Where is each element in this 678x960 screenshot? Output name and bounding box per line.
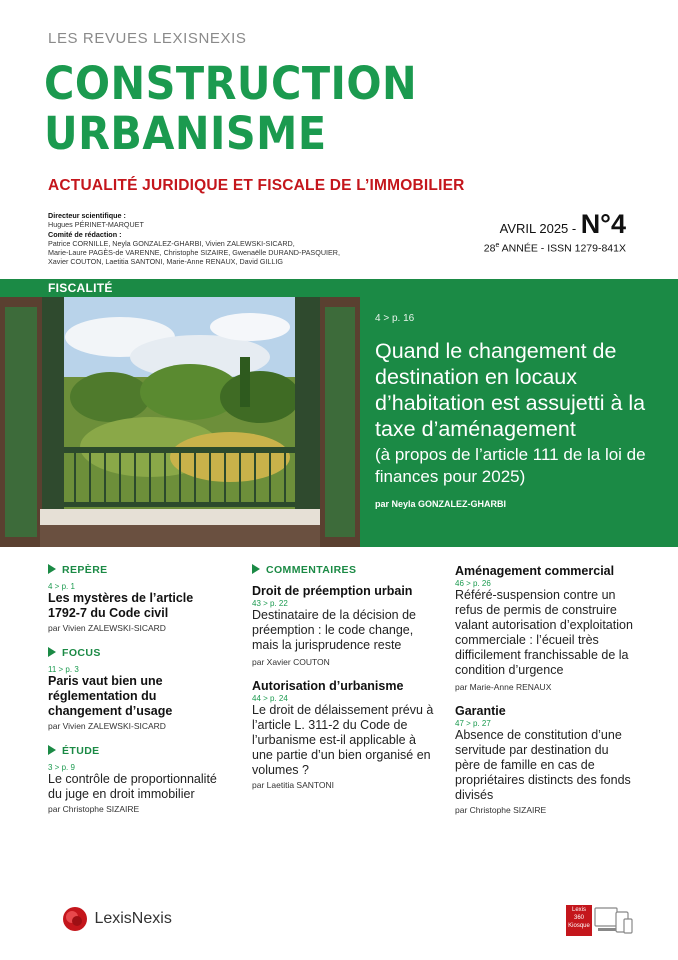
committee-line: Xavier COUTON, Laetitia SANTONI, Marie-Anne RENAUX, David GILLIG [48, 257, 284, 267]
article-body: Le contrôle de proportionnalité du juge en droit immobilier [48, 772, 217, 801]
tagline: ACTUALITÉ JURIDIQUE ET FISCALE DE L’IMMOBILIER [48, 177, 465, 194]
page-ref: 4 > p. 1 [48, 582, 75, 591]
section-label: FISCALITÉ [48, 281, 113, 295]
devices-icon [594, 906, 634, 936]
section-heading-label: REPÈRE [62, 564, 108, 576]
author: par Christophe SIZAIRE [48, 804, 140, 814]
feature-byline: par Neyla GONZALEZ-GHARBI [375, 499, 507, 509]
triangle-icon [48, 647, 56, 657]
committee-line: Marie-Laure PAGÈS-de VARENNE, Christophe SIZAIRE, Gwenaëlle DURAND-PASQUIER, [48, 248, 340, 258]
kiosque-line: 360 [573, 915, 584, 921]
lexisnexis-logo [62, 906, 172, 932]
page-ref: 46 > p. 26 [455, 579, 491, 588]
kiosque-line: Lexis [571, 907, 586, 913]
article-title: Garantie [455, 704, 506, 718]
cover-photo [0, 297, 360, 547]
lexisnexis-wordmark: LexisNexis [94, 910, 172, 927]
editorial-board [48, 211, 378, 267]
triangle-icon [48, 745, 56, 755]
author: par Marie-Anne RENAUX [455, 682, 552, 692]
magazine-title-line1: CONSTRUCTION [44, 57, 418, 110]
magazine-title-line2: URBANISME [44, 107, 327, 160]
article-body: Absence de constitution d’une servitude par destination du père de famille en cas de propriétaires distincts des fonds divisés [455, 728, 631, 802]
article-title: Paris vaut bien une réglementation du changement d’usage [48, 674, 173, 718]
window-garden-image [0, 297, 360, 547]
feature-ref: 4 > p. 16 [375, 313, 415, 324]
page-ref: 44 > p. 24 [252, 694, 288, 703]
author: par Vivien ZALEWSKI-SICARD [48, 623, 166, 633]
issue-number: N°4 [580, 209, 626, 239]
column-3 [455, 564, 635, 815]
article-title: Droit de préemption urbain [252, 584, 413, 598]
page-ref: 47 > p. 27 [455, 719, 491, 728]
section-heading-label: ÉTUDE [62, 745, 100, 757]
author: par Christophe SIZAIRE [455, 805, 547, 815]
lexis360-kiosque-badge [566, 905, 592, 936]
section-heading-label: FOCUS [62, 647, 101, 659]
page-ref: 3 > p. 9 [48, 763, 75, 772]
section-heading [252, 564, 438, 576]
section-heading [48, 745, 228, 757]
author: par Vivien ZALEWSKI-SICARD [48, 721, 166, 731]
article-body: Référé-suspension contre un refus de permis de construire valant autorisation d’exploitation commerciale : l’écueil très difficilement franchissable de la condition d’urgence [455, 588, 633, 677]
lexisnexis-emblem-icon [62, 906, 88, 932]
issn: ANNÉE - ISSN 1279-841X [499, 242, 626, 255]
article-body: Le droit de délaissement prévu à l’article L. 311-2 du Code de l’urbanisme est-il applicable à une partie d’un bien organisé en volumes ? [252, 703, 434, 777]
page-ref: 43 > p. 22 [252, 599, 288, 608]
feature-subheadline: (à propos de l’article 111 de la loi de finances pour 2025) [375, 445, 646, 486]
year-sup: e [495, 242, 500, 249]
triangle-icon [48, 564, 56, 574]
section-heading [48, 647, 228, 659]
issue-year-issn [484, 242, 626, 255]
director-name: Hugues PÉRINET-MARQUET [48, 220, 144, 230]
committee-line: Patrice CORNILLE, Neyla GONZALEZ-GHARBI, Vivien ZALEWSKI-SICARD, [48, 238, 295, 248]
issue-info [484, 209, 626, 255]
article-body: Destinataire de la décision de préemption : le code change, mais la jurisprudence reste [252, 608, 416, 652]
column-1 [48, 564, 228, 814]
article-title: Autorisation d’urbanisme [252, 679, 404, 693]
triangle-icon [252, 564, 260, 574]
article-title: Les mystères de l’article 1792-7 du Code civil [48, 591, 194, 620]
author: par Laetitia SANTONI [252, 780, 335, 790]
year-number: 28 [483, 242, 496, 255]
section-heading-label: COMMENTAIRES [266, 564, 357, 576]
director-label: Directeur scientifique : [48, 211, 126, 220]
column-2 [252, 564, 438, 790]
author: par Xavier COUTON [252, 657, 330, 667]
series-name: LES REVUES LEXISNEXIS [48, 30, 247, 47]
page-ref: 11 > p. 3 [48, 665, 79, 674]
section-heading [48, 564, 228, 576]
article-title: Aménagement commercial [455, 564, 615, 578]
issue-date: AVRIL 2025 - [499, 221, 577, 236]
kiosque-line: Kiosque [568, 923, 590, 929]
committee-label: Comité de rédaction : [48, 229, 122, 239]
feature-headline: Quand le changement de destination en locaux d’habitation est assujetti à la taxe d’aménagement [375, 339, 646, 441]
